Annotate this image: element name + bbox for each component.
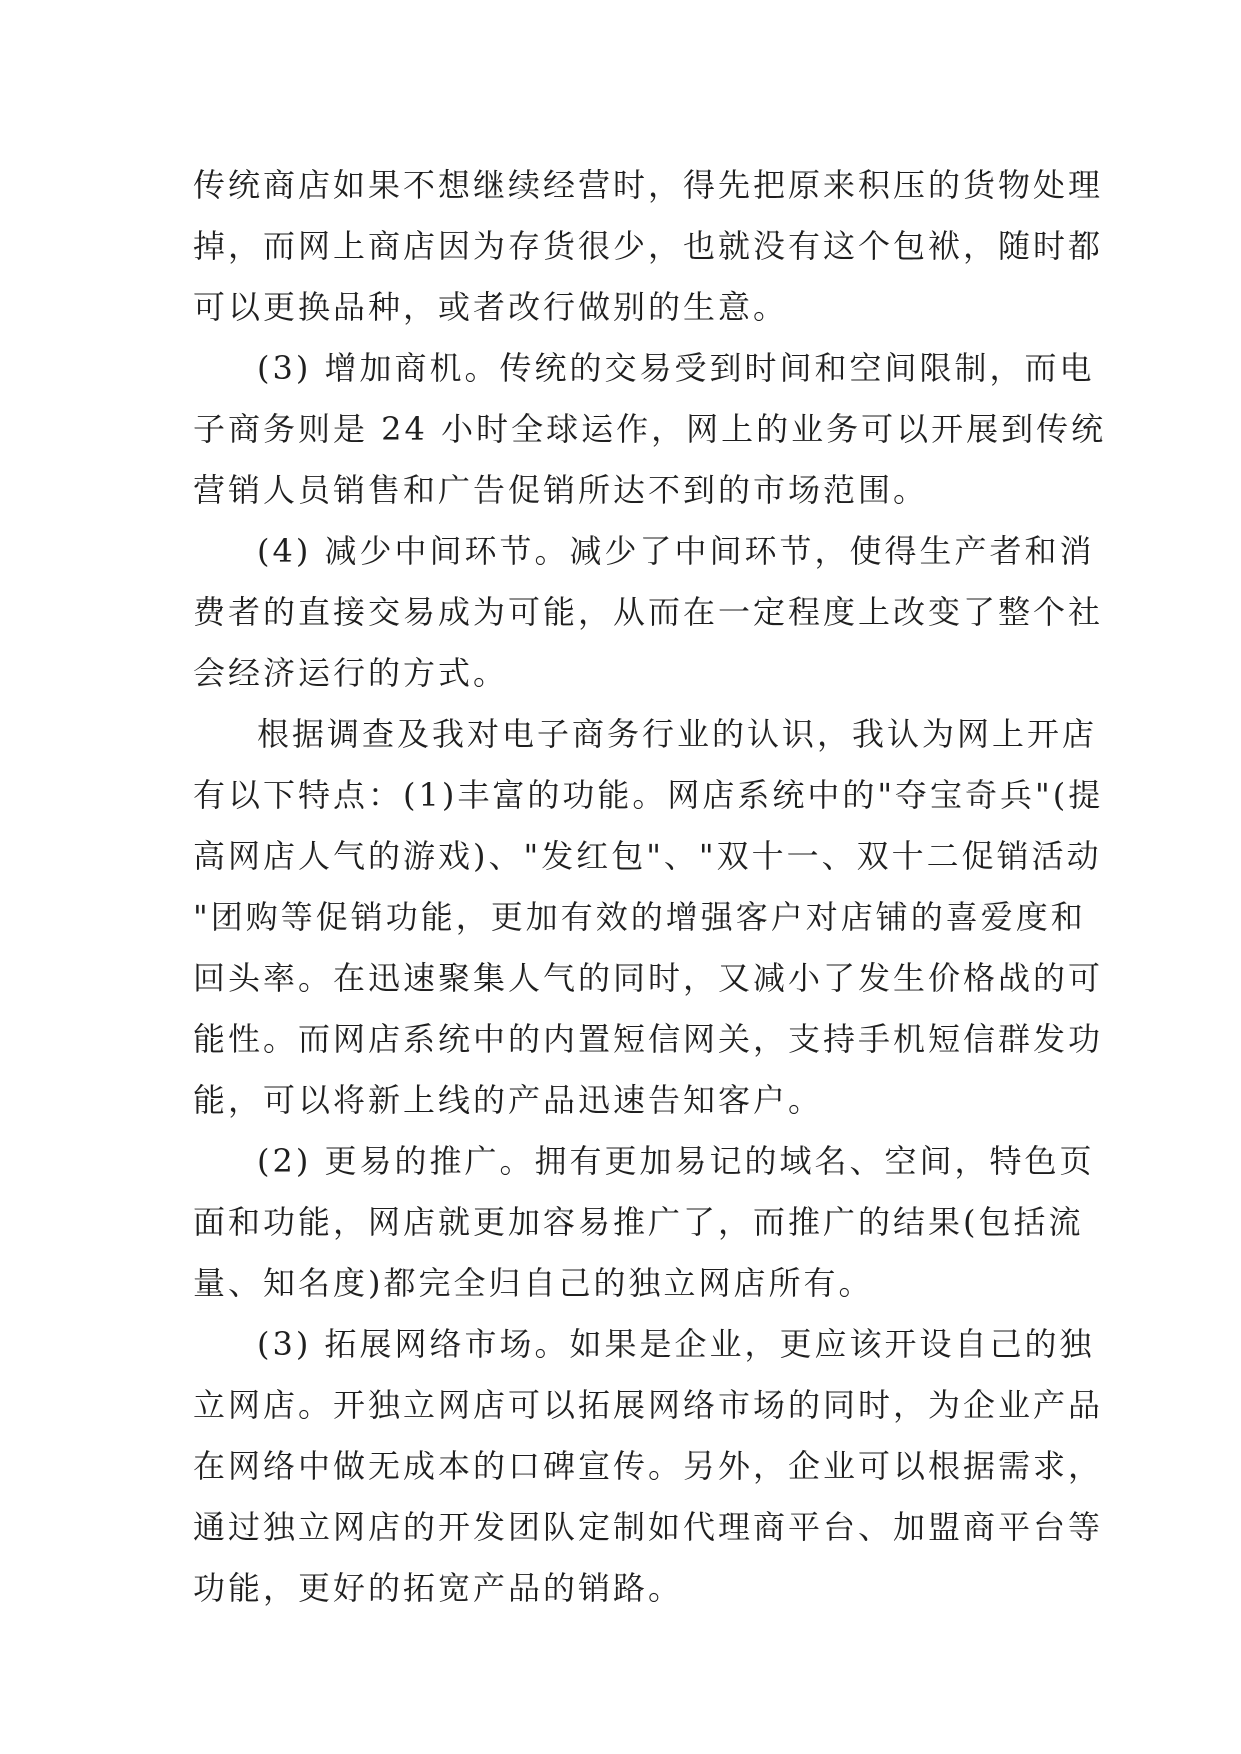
text-line: 能性。而网店系统中的内置短信网关，支持手机短信群发功 xyxy=(193,1020,1104,1058)
text-line: 能，可以将新上线的产品迅速告知客户。 xyxy=(193,1081,824,1119)
text-line: 回头率。在迅速聚集人气的同时，又减小了发生价格战的可 xyxy=(193,959,1104,997)
text-line: 子商务则是 24 小时全球运作，网上的业务可以开展到传统 xyxy=(193,410,1107,448)
text-line: 可以更换品种，或者改行做别的生意。 xyxy=(193,288,789,326)
text-line: 面和功能，网店就更加容易推广了，而推广的结果(包括流 xyxy=(193,1203,1084,1241)
text-line: 传统商店如果不想继续经营时，得先把原来积压的货物处理 xyxy=(193,166,1104,204)
text-line: 立网店。开独立网店可以拓展网络市场的同时，为企业产品 xyxy=(193,1386,1104,1424)
paragraph-features-start: 根据调查及我对电子商务行业的认识，我认为网上开店 xyxy=(257,715,1098,753)
text-line: 掉，而网上商店因为存货很少，也就没有这个包袱，随时都 xyxy=(193,227,1104,265)
text-line: 通过独立网店的开发团队定制如代理商平台、加盟商平台等 xyxy=(193,1508,1104,1546)
text-line: 功能，更好的拓宽产品的销路。 xyxy=(193,1569,684,1607)
paragraph-4-start: (4) 减少中间环节。减少了中间环节，使得生产者和消 xyxy=(257,532,1095,570)
text-line: "团购等促销功能，更加有效的增强客户对店铺的喜爱度和 xyxy=(193,898,1086,936)
text-line: 费者的直接交易成为可能，从而在一定程度上改变了整个社 xyxy=(193,593,1104,631)
paragraph-2-start: (2) 更易的推广。拥有更加易记的域名、空间，特色页 xyxy=(257,1142,1095,1180)
paragraph-3-start: (3) 增加商机。传统的交易受到时间和空间限制，而电 xyxy=(257,349,1095,387)
text-line: 高网店人气的游戏)、"发红包"、"双十一、双十二促销活动 xyxy=(193,837,1102,875)
text-line: 营销人员销售和广告促销所达不到的市场范围。 xyxy=(193,471,929,509)
text-line: 会经济运行的方式。 xyxy=(193,654,509,692)
text-line: 有以下特点：(1)丰富的功能。网店系统中的"夺宝奇兵"(提 xyxy=(193,776,1104,814)
text-line: 量、知名度)都完全归自己的独立网店所有。 xyxy=(193,1264,874,1302)
text-line: 在网络中做无成本的口碑宣传。另外，企业可以根据需求， xyxy=(193,1447,1104,1485)
paragraph-3b-start: (3) 拓展网络市场。如果是企业，更应该开设自己的独 xyxy=(257,1325,1095,1363)
